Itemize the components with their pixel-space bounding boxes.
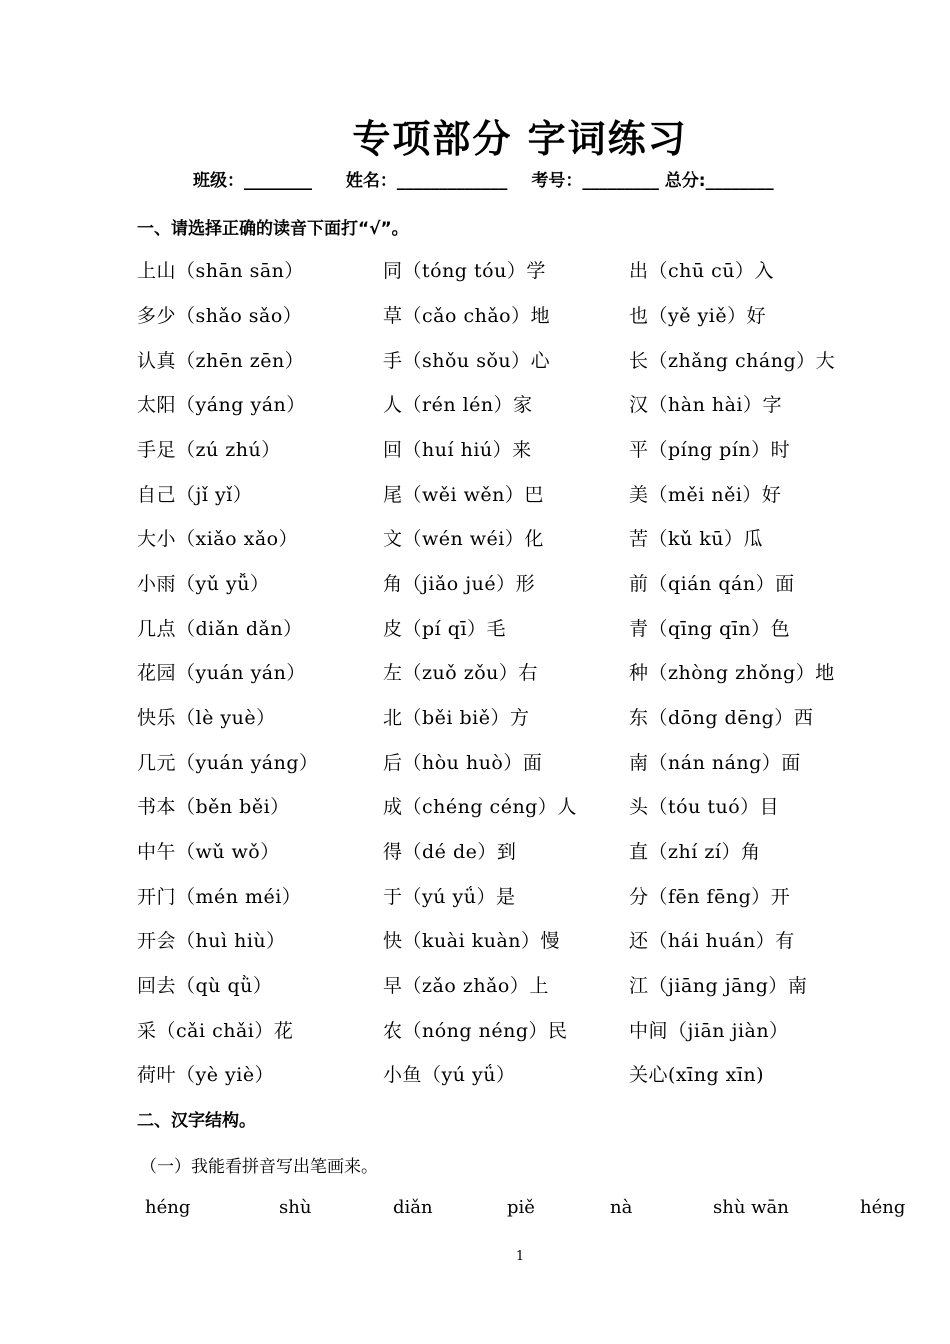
question-item: 青（qīng qīn）色: [629, 618, 791, 640]
question-row: [0, 882, 950, 926]
question-item: 快乐（lè yuè）: [137, 707, 276, 729]
question-item: 成（chéng céng）人: [383, 796, 577, 818]
question-item: 回去（qù qǜ）: [137, 975, 273, 997]
question-item: 几点（diǎn dǎn）: [137, 618, 303, 640]
question-row: [0, 703, 950, 747]
section-2-subheading: （一）我能看拼音写出笔画来。: [140, 1157, 378, 1177]
question-item: 人（rén lén）家: [383, 394, 533, 416]
question-row: [0, 1060, 950, 1104]
question-item: 手足（zú zhú）: [137, 439, 281, 461]
question-row: [0, 524, 950, 568]
question-item: 尾（wěi wěn）巴: [383, 484, 544, 506]
stroke-pinyin: nà: [610, 1197, 633, 1218]
total-score-field: 总分:________: [664, 171, 774, 191]
question-item: 中间（jiān jiàn）: [629, 1020, 789, 1042]
question-item: 皮（pí qī）毛: [383, 618, 507, 640]
question-item: 直（zhí zí）角: [629, 841, 761, 863]
question-item: 汉（hàn hài）字: [629, 394, 782, 416]
question-item: 分（fēn fēng）开: [629, 886, 791, 908]
question-item: 还（hái huán）有: [629, 930, 795, 952]
question-item: 几元（yuán yáng）: [137, 752, 319, 774]
question-row: [0, 256, 950, 300]
question-item: 左（zuǒ zǒu）右: [383, 662, 538, 684]
question-row: [0, 658, 950, 702]
question-row: [0, 971, 950, 1015]
question-item: 得（dé de）到: [383, 841, 517, 863]
question-item: 中午（wǔ wǒ）: [137, 841, 280, 863]
question-item: 关心(xīng xīn): [629, 1064, 765, 1086]
question-item: 文（wén wéi）化: [383, 528, 544, 550]
question-item: 同（tóng tóu）学: [383, 260, 546, 282]
question-item: 草（cǎo chǎo）地: [383, 305, 551, 327]
question-row: [0, 926, 950, 970]
question-item: 小雨（yǔ yǚ）: [137, 573, 270, 595]
question-item: 种（zhòng zhǒng）地: [629, 662, 835, 684]
question-item: 上山（shān sān）: [137, 260, 304, 282]
question-item: 也（yě yiě）好: [629, 305, 767, 327]
question-item: 开会（huì hiù）: [137, 930, 286, 952]
question-row: [0, 480, 950, 524]
stroke-pinyin: héng: [145, 1197, 191, 1218]
question-item: 后（hòu huò）面: [383, 752, 543, 774]
question-item: 头（tóu tuó）目: [629, 796, 780, 818]
class-field: 班级：________: [193, 171, 312, 191]
question-item: 长（zhǎng cháng）大: [629, 350, 836, 372]
question-row: [0, 837, 950, 881]
question-item: 美（měi něi）好: [629, 484, 782, 506]
question-item: 早（zǎo zhǎo）上: [383, 975, 549, 997]
stroke-pinyin: héng: [860, 1197, 906, 1218]
question-item: 书本（běn běi）: [137, 796, 290, 818]
question-row: [0, 792, 950, 836]
question-item: 东（dōng dēng）西: [629, 707, 814, 729]
question-item: 快（kuài kuàn）慢: [383, 930, 561, 952]
question-row: [0, 569, 950, 613]
question-row: [0, 1016, 950, 1060]
question-item: 多少（shǎo sǎo）: [137, 305, 303, 327]
student-info-line: [193, 166, 774, 191]
stroke-pinyin: diǎn: [393, 1197, 433, 1218]
question-item: 手（shǒu sǒu）心: [383, 350, 551, 372]
question-item: 南（nán náng）面: [629, 752, 801, 774]
page-number: 1: [515, 1249, 525, 1264]
question-item: 采（cǎi chǎi）花: [137, 1020, 294, 1042]
section-2-heading: 二、汉字结构。: [137, 1111, 256, 1131]
question-item: 认真（zhēn zēn）: [137, 350, 305, 372]
question-item: 于（yú yǘ）是: [383, 886, 516, 908]
question-item: 出（chū cū）入: [629, 260, 775, 282]
question-item: 前（qián qán）面: [629, 573, 795, 595]
question-row: [0, 390, 950, 434]
name-field: 姓名：_____________: [345, 171, 508, 191]
question-item: 苦（kǔ kū）瓜: [629, 528, 764, 550]
question-item: 荷叶（yè yiè）: [137, 1064, 275, 1086]
question-item: 大小（xiǎo xǎo）: [137, 528, 299, 550]
question-item: 北（běi biě）方: [383, 707, 530, 729]
question-item: 开门（mén méi）: [137, 886, 302, 908]
question-item: 回（huí hiú）来: [383, 439, 532, 461]
question-item: 太阳（yáng yán）: [137, 394, 306, 416]
question-row: [0, 748, 950, 792]
question-row: [0, 614, 950, 658]
section-1-heading: 一、请选择正确的读音下面打“√”。: [137, 219, 409, 239]
question-item: 自己（jǐ yǐ）: [137, 484, 253, 506]
stroke-pinyin: shù: [279, 1197, 312, 1218]
question-item: 农（nóng néng）民: [383, 1020, 568, 1042]
question-item: 平（píng pín）时: [629, 439, 791, 461]
question-item: 小鱼（yú yǘ）: [383, 1064, 516, 1086]
stroke-pinyin: shù wān: [713, 1197, 789, 1218]
stroke-pinyin: piě: [507, 1197, 535, 1218]
question-row: [0, 346, 950, 390]
question-row: [0, 435, 950, 479]
page-title: 专项部分 字词练习: [352, 117, 688, 161]
question-item: 角（jiǎo jué）形: [383, 573, 536, 595]
question-item: 江（jiāng jāng）南: [629, 975, 808, 997]
question-row: [0, 301, 950, 345]
exam-number-field: 考号：_________: [531, 171, 659, 191]
question-item: 花园（yuán yán）: [137, 662, 306, 684]
